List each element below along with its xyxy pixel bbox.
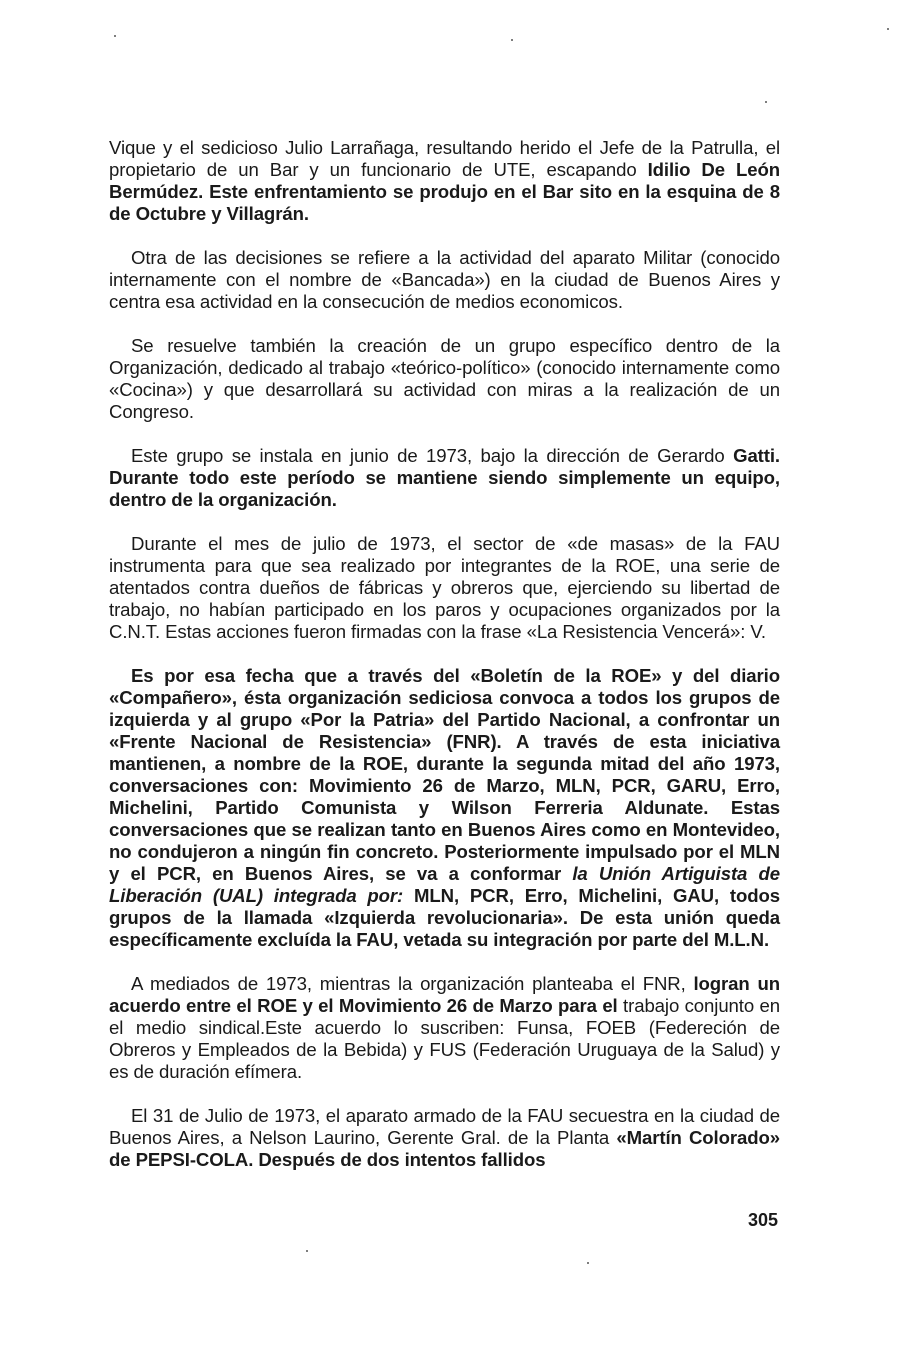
scan-speck — [114, 35, 116, 37]
paragraph-text-segment: trabajo conjunto en el medio sindical.Este acuerdo lo suscriben: Funsa, FOEB (Federeción de Obreros y Empleados de la Bebida) y FUS (Federación Uruguaya de la Salud) y es de duración efímera. — [109, 995, 780, 1082]
paragraph — [109, 137, 780, 225]
scan-speck — [511, 39, 513, 41]
paragraph-text-segment: Idilio De León Bermúdez. Este enfrentamiento se produjo en el Bar sito en la esquina de 8 de Octubre y Villagrán. — [109, 159, 780, 224]
paragraph-text-segment: Se resuelve también la creación de un grupo específico dentro de la Organización, dedicado al trabajo «teórico-político» (conocido internamente como «Cocina») y que desarrollará su actividad con miras a la realización de un Congreso. — [109, 335, 780, 422]
paragraph — [109, 1105, 780, 1171]
scan-speck — [765, 101, 767, 103]
paragraph — [109, 533, 780, 643]
document-body — [109, 137, 780, 1171]
paragraph — [109, 973, 780, 1083]
paragraph-text-segment: «Martín Colorado» de PEPSI-COLA. Después de dos intentos fallidos — [109, 1127, 780, 1170]
page-number: 305 — [747, 1210, 778, 1230]
paragraph — [109, 335, 780, 423]
document-page — [109, 137, 780, 1193]
paragraph — [109, 445, 780, 511]
paragraph-text-segment: logran un acuerdo entre el ROE y el Movimiento 26 de Marzo para el — [109, 973, 780, 1016]
paragraph-text-segment: Gatti. Durante todo este período se mantiene siendo simplemente un equipo, dentro de la organización. — [109, 445, 780, 510]
paragraph-text-segment: Es por esa fecha que a través del «Boletín de la ROE» y del diario «Compañero», ésta organización sediciosa convoca a todos los grupos de izquierda y al grupo «Por la Patria» del Partido Nacional, a confrontar un «Frente Nacional de Resistencia» (FNR). A través de esta iniciativa mantienen, a nombre de la ROE, durante la segunda mitad del año 1973, conversaciones con: Movimiento 26 de Marzo, MLN, PCR, GARU, Erro, Michelini, Partido Comunista y Wilson Ferreria Aldunate. Estas conversaciones que se realizan tanto en Buenos Aires como en Montevideo, no condujeron a ningún fin concreto. Posteriormente impulsado por el MLN y el PCR, en Buenos Aires, se va a conformar — [109, 665, 780, 884]
paragraph-text-segment: El 31 de Julio de 1973, el aparato armado de la FAU secuestra en la ciudad de Buenos Aires, a Nelson Laurino, Gerente Gral. de la Planta — [109, 1105, 780, 1148]
paragraph-text-segment: Vique y el sedicioso Julio Larrañaga, resultando herido el Jefe de la Patrulla, el propietario de un Bar y un funcionario de UTE, escapando — [109, 137, 780, 180]
paragraph-text-segment: A mediados de 1973, mientras la organización planteaba el FNR, — [131, 973, 694, 994]
paragraph — [109, 665, 780, 951]
scan-speck — [587, 1262, 589, 1264]
paragraph-text-segment: Durante el mes de julio de 1973, el sector de «de masas» de la FAU instrumenta para que sea realizado por integrantes de la ROE, una serie de atentados contra dueños de fábricas y obreros que, ejerciendo su libertad de trabajo, no habían participado en los paros y ocupaciones organizados por la C.N.T. Estas acciones fueron firmadas con la frase «La Resistencia Vencerá»: V. — [109, 533, 780, 642]
paragraph — [109, 247, 780, 313]
scan-speck — [306, 1250, 308, 1252]
paragraph-text-segment: Otra de las decisiones se refiere a la actividad del aparato Militar (conocido internamente con el nombre de «Bancada») en la ciudad de Buenos Aires y centra esa actividad en la consecución de medios economicos. — [109, 247, 780, 312]
paragraph-text-segment: la Unión Artiguista de Liberación (UAL) integrada por: — [109, 863, 780, 906]
scan-speck — [887, 28, 889, 30]
paragraph-text-segment: MLN, PCR, Erro, Michelini, GAU, todos grupos de la llamada «Izquierda revolucionaria». De esta unión queda específicamente excluída la FAU, vetada su integración por parte del M.L.N. — [109, 885, 781, 950]
paragraph-text-segment: Este grupo se instala en junio de 1973, bajo la dirección de Gerardo — [131, 445, 734, 466]
